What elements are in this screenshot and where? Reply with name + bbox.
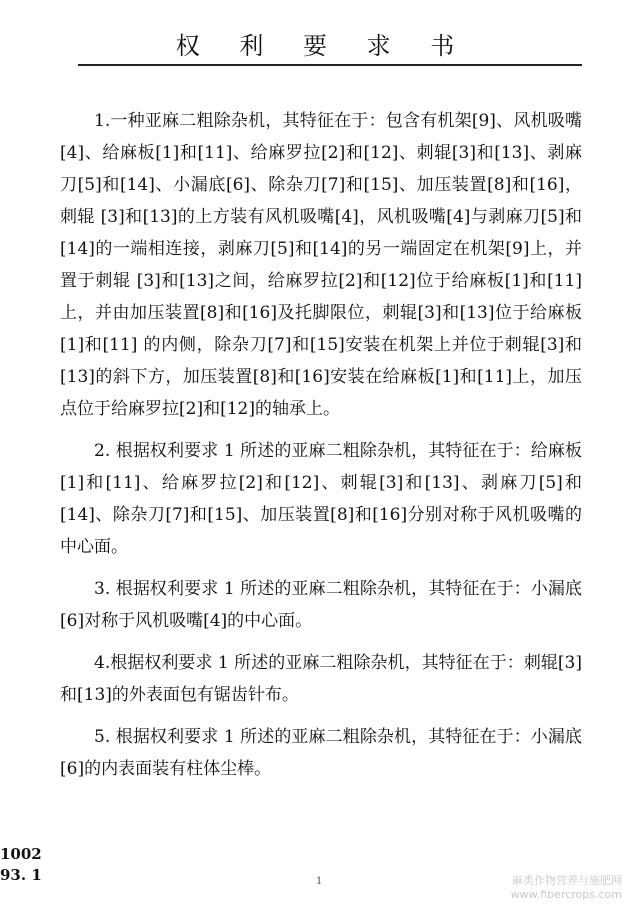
claim-4: 4.根据权利要求 1 所述的亚麻二粗除杂机，其特征在于：刺辊[3]和[13]的外表面包有锯齿针布。 bbox=[60, 653, 582, 705]
footer-code-line1: 1002 bbox=[0, 845, 42, 863]
page-mark: 1 bbox=[316, 876, 323, 887]
claim-2: 2. 根据权利要求 1 所述的亚麻二粗除杂机，其特征在于：给麻板[1]和[11]、给麻罗拉[2]和[12]、刺辊[3]和[13]、剥麻刀[5]和[14]、除杂刀[7]和[15]、加压装置[8]和[16]分别对称于风机吸嘴的中心面。 bbox=[60, 441, 582, 557]
document-title: 权 利 要 求 书 bbox=[175, 32, 471, 60]
title-rule bbox=[78, 64, 582, 66]
watermark-site-name: 麻类作物营养与施肥网 bbox=[512, 874, 622, 887]
footer-code-line2: 93. 1 bbox=[0, 866, 42, 884]
claim-1: 1.一种亚麻二粗除杂机，其特征在于：包含有机架[9]、风机吸嘴[4]、给麻板[1]和[11]、给麻罗拉[2]和[12]、刺辊[3]和[13]、剥麻刀[5]和[14]、小漏底[6]、除杂刀[7]和[15]、加压装置[8]和[16]，刺辊 [3]和[13]的上方装有风机吸嘴[4]，风机吸嘴[4]与剥麻刀[5]和[14]的一端相连接，剥麻刀[5]和[14]的另一端固定在机架[9]上，并置于刺辊 [3]和[13]之间，给麻罗拉[2]和[12]位于给麻板[1]和[11]上，并由加压装置[8]和[16]及托脚限位，刺辊[3]和[13]位于给麻板[1]和[11] 的内侧，除杂刀[7]和[15]安装在机架上并位于刺辊[3]和[13]的斜下方，加压装置[8]和[16]安装在给麻板[1]和[11]上，加压点位于给麻罗拉[2]和[12]的轴承上。 bbox=[60, 111, 582, 419]
claims-body bbox=[60, 105, 582, 795]
watermark-url: www.fibercrops.com bbox=[510, 888, 622, 901]
claim-5: 5. 根据权利要求 1 所述的亚麻二粗除杂机，其特征在于：小漏底[6]的内表面装有柱体尘棒。 bbox=[60, 727, 582, 779]
claim-3: 3. 根据权利要求 1 所述的亚麻二粗除杂机，其特征在于：小漏底[6]对称于风机吸嘴[4]的中心面。 bbox=[60, 579, 582, 631]
